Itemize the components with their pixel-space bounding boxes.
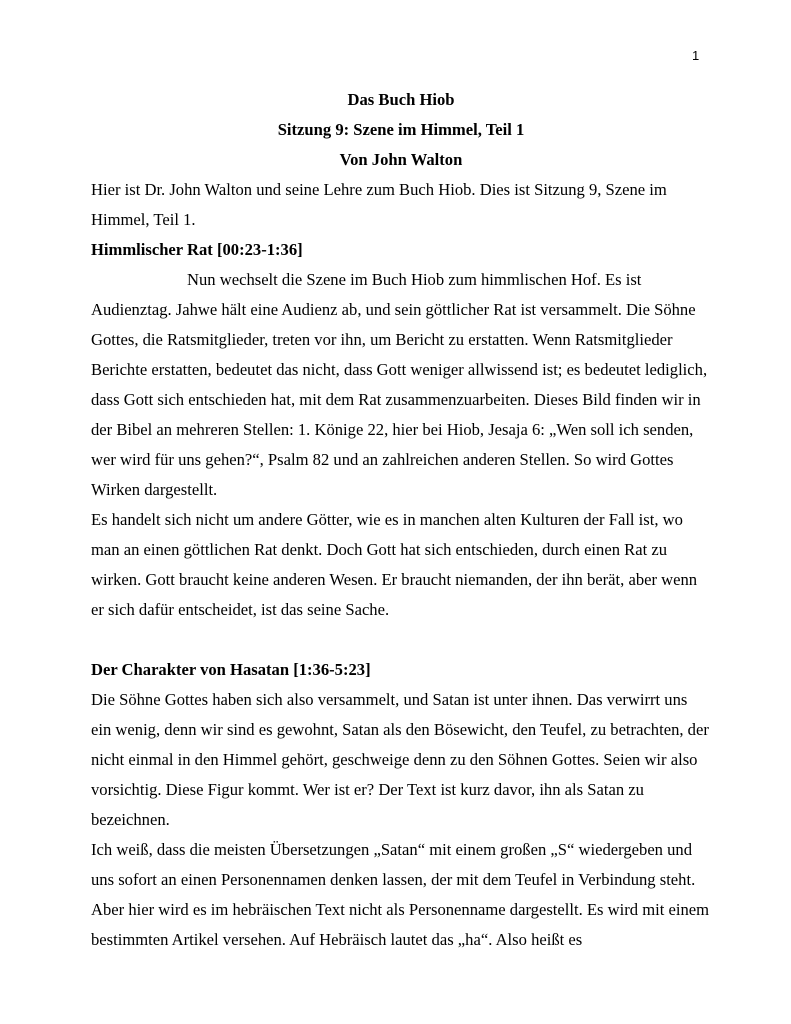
document-author: Von John Walton xyxy=(339,150,463,169)
section1-paragraph-1: Nun wechselt die Szene im Buch Hiob zum himmlischen Hof. Es ist Audienztag. Jahwe hält eine Audienz ab, und sein göttlicher Rat ist versammelt. Die Söhne Gottes, die Ratsmitglieder, treten vor ihn, um Bericht zu erstatten. Wenn Ratsmitglieder Berichte erstatten, bedeutet das nicht, dass Gott weniger allwissend ist; es bedeutet lediglich, dass Gott sich entschieden hat, mit dem Rat zusammenzuarbeiten. Dieses Bild finden wir in der Bibel an mehreren Stellen: 1. Könige 22, hier bei Hiob, Jesaja 6: „Wen soll ich senden, wer wird für uns gehen?“, Psalm 82 und an zahlreichen anderen Stellen. So wird Gottes Wirken dargestellt. xyxy=(91,270,708,499)
page-number: 1 xyxy=(692,48,700,63)
document-body xyxy=(91,85,711,955)
section-heading-hasatan: Der Charakter von Hasatan [1:36-5:23] xyxy=(91,660,371,679)
section-heading-himmlischer-rat: Himmlischer Rat [00:23-1:36] xyxy=(91,240,303,259)
section2-paragraph-1: Die Söhne Gottes haben sich also versammelt, und Satan ist unter ihnen. Das verwirrt uns ein wenig, denn wir sind es gewohnt, Satan als den Bösewicht, den Teufel, zu betrachten, der nicht einmal in den Himmel gehört, geschweige denn zu den Söhnen Gottes. Seien wir also vorsichtig. Diese Figur kommt. Wer ist er? Der Text ist kurz davor, ihn als Satan zu bezeichnen. xyxy=(91,690,709,829)
section1-paragraph-2: Es handelt sich nicht um andere Götter, wie es in manchen alten Kulturen der Fall ist, wo man an einen göttlichen Rat denkt. Doch Gott hat sich entschieden, durch einen Rat zu wirken. Gott braucht keine anderen Wesen. Er braucht niemanden, der ihn berät, aber wenn er sich dafür entscheidet, ist das seine Sache. xyxy=(91,510,698,619)
intro-paragraph: Hier ist Dr. John Walton und seine Lehre zum Buch Hiob. Dies ist Sitzung 9, Szene im Himmel, Teil 1. xyxy=(91,180,667,229)
paragraph-spacer xyxy=(91,625,711,655)
document-subtitle: Sitzung 9: Szene im Himmel, Teil 1 xyxy=(277,120,525,139)
document-title: Das Buch Hiob xyxy=(347,90,455,109)
section2-paragraph-2: Ich weiß, dass die meisten Übersetzungen „Satan“ mit einem großen „S“ wiedergeben und uns sofort an einen Personennamen denken lassen, der mit dem Teufel in Verbindung steht. Aber hier wird es im hebräischen Text nicht als Personenname dargestellt. Es wird mit einem bestimmten Artikel versehen. Auf Hebräisch lautet das „ha“. Also heißt es xyxy=(91,840,710,949)
